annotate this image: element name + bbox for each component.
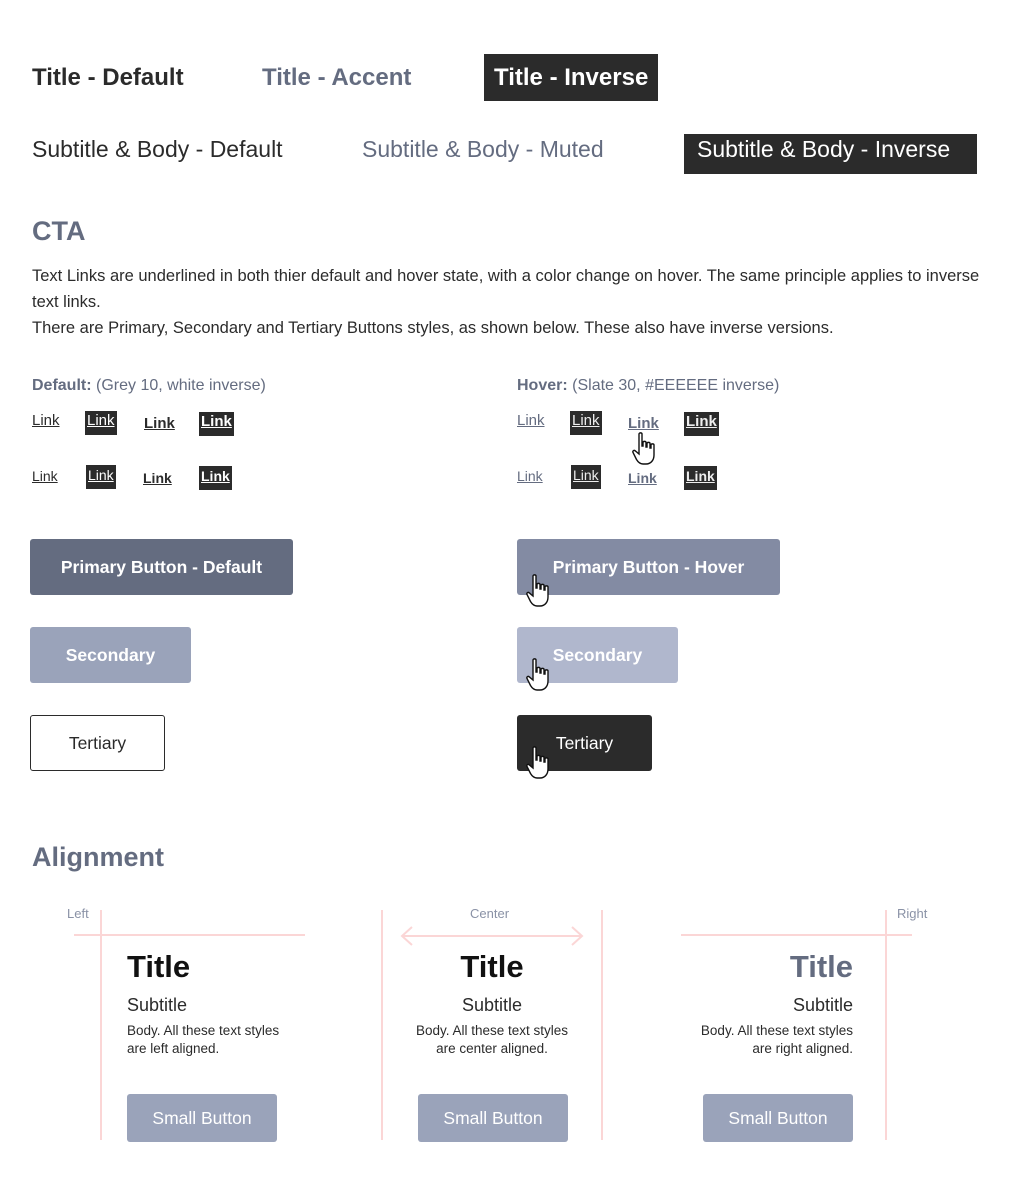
tertiary-button-default[interactable]: Tertiary — [30, 715, 165, 771]
center-small-button[interactable]: Small Button — [418, 1094, 568, 1142]
cta-paragraph-2: There are Primary, Secondary and Tertiary Buttons styles, as shown below. These also have inverse versions. — [32, 319, 834, 337]
default-label: Default: — [32, 377, 92, 394]
tertiary-button-hover[interactable]: Tertiary — [517, 715, 652, 771]
right-guide-rule — [681, 934, 912, 936]
center-body-line-2: are center aligned. — [436, 1041, 548, 1056]
link-hover-small-bold[interactable]: Link — [628, 470, 657, 486]
right-body-line-2: are right aligned. — [752, 1041, 853, 1056]
right-subtitle: Subtitle — [792, 995, 853, 1015]
link-hover-inverse-bold[interactable]: Link — [684, 412, 719, 436]
left-aligned-block — [127, 948, 367, 1058]
center-body-line-1: Body. All these text styles — [415, 1023, 569, 1038]
left-small-button[interactable]: Small Button — [127, 1094, 277, 1142]
subtitle-muted: Subtitle & Body - Muted — [362, 136, 604, 162]
left-body-line-2: are left aligned. — [127, 1041, 220, 1056]
link-hover-inverse-regular[interactable]: Link — [570, 411, 602, 435]
link-default-inverse-small-bold[interactable]: Link — [199, 466, 232, 490]
right-guide-label: Right — [897, 906, 928, 921]
link-default-bold[interactable]: Link — [144, 415, 175, 432]
title-default: Title - Default — [32, 64, 184, 91]
right-aligned-block — [633, 948, 853, 1058]
cta-heading: CTA — [32, 216, 86, 246]
primary-button-hover[interactable]: Primary Button - Hover — [517, 539, 780, 595]
hover-note: (Slate 30, #EEEEEE inverse) — [572, 377, 780, 394]
center-guide-label: Center — [470, 906, 510, 921]
link-default-inverse-regular[interactable]: Link — [85, 411, 117, 435]
right-body-line-1: Body. All these text styles — [700, 1023, 853, 1038]
left-guide-rule — [74, 934, 305, 936]
hover-state-label — [517, 377, 779, 395]
double-arrow-icon — [398, 925, 586, 947]
cta-paragraph-1: Text Links are underlined in both thier default and hover state, with a color change on hover. The same principle applies to inverse text links. — [32, 267, 980, 311]
link-default-small-bold[interactable]: Link — [143, 470, 172, 486]
link-hover-regular[interactable]: Link — [517, 412, 545, 429]
title-inverse: Title - Inverse — [484, 54, 658, 101]
link-default-inverse-bold[interactable]: Link — [199, 412, 234, 436]
primary-button-default[interactable]: Primary Button - Default — [30, 539, 293, 595]
center-title: Title — [460, 949, 524, 984]
hand-pointer-icon — [632, 432, 662, 466]
right-title: Title — [789, 949, 853, 984]
left-guide-label: Left — [67, 906, 89, 921]
center-subtitle: Subtitle — [461, 995, 523, 1015]
center-aligned-block — [383, 948, 601, 1058]
title-accent: Title - Accent — [262, 64, 412, 91]
subtitle-default: Subtitle & Body - Default — [32, 136, 283, 162]
hover-label: Hover: — [517, 377, 568, 394]
right-small-button[interactable]: Small Button — [703, 1094, 853, 1142]
right-guide-line — [885, 910, 887, 1140]
link-hover-bold[interactable]: Link — [628, 415, 659, 432]
alignment-heading: Alignment — [32, 842, 164, 872]
link-default-inverse-small[interactable]: Link — [86, 465, 116, 489]
default-state-label — [32, 377, 266, 395]
left-subtitle: Subtitle — [127, 995, 188, 1015]
link-hover-inverse-small[interactable]: Link — [571, 465, 601, 489]
subtitle-inverse: Subtitle & Body - Inverse — [684, 134, 977, 174]
center-guide-line-right — [601, 910, 603, 1140]
link-hover-small[interactable]: Link — [517, 468, 543, 484]
link-hover-inverse-small-bold[interactable]: Link — [684, 466, 717, 490]
default-note: (Grey 10, white inverse) — [96, 377, 266, 394]
secondary-button-default[interactable]: Secondary — [30, 627, 191, 683]
link-default-small[interactable]: Link — [32, 468, 58, 484]
left-body-line-1: Body. All these text styles — [127, 1023, 280, 1038]
left-guide-line — [100, 910, 102, 1140]
secondary-button-hover[interactable]: Secondary — [517, 627, 678, 683]
left-title: Title — [127, 949, 191, 984]
link-default-regular[interactable]: Link — [32, 412, 60, 429]
